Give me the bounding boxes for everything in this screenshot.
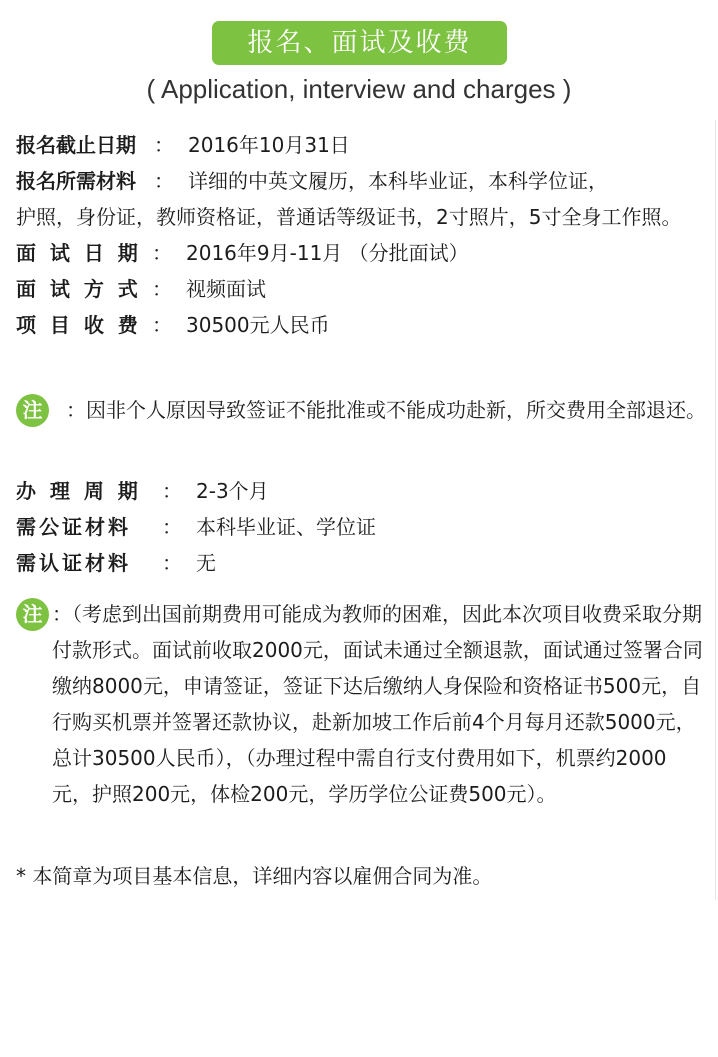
info-row-deadline xyxy=(16,127,686,163)
note-badge: 注 xyxy=(16,394,49,427)
info-row-processing-period xyxy=(16,473,376,509)
info-value: 2016年9月-11月 （分批面试） xyxy=(186,241,469,265)
info-value: 详细的中英文履历，本科毕业证，本科学位证， xyxy=(188,169,608,193)
info-row-interview-date xyxy=(16,235,686,271)
info-label: 办 理 周 期 xyxy=(16,479,138,503)
section-subtitle: ( Application, interview and charges ) xyxy=(146,74,572,104)
info-label: 面 试 方 式 xyxy=(16,277,138,301)
application-info-block xyxy=(16,127,686,343)
info-row-certified-materials xyxy=(16,545,376,581)
info-row-interview-method xyxy=(16,271,686,307)
info-colon: ： xyxy=(162,551,182,575)
note-text: ：（考虑到出国前期费用可能成为教师的困难，因此本次项目收费采取分期付款形式。面试前收取2000元，面试未通过全额退款，面试通过签署合同缴纳8000元，申请签证，签证下达后缴纳人身保险和资格证书500元，自行购买机票并签署还款协议，赴新加坡工作后前4个月每月还款5000元，总计30500人民币），（办理过程中需自行支付费用如下，机票约2000元，护照200元，体检200元，学历学位公证费500元）。 xyxy=(52,602,703,806)
info-row-program-fee xyxy=(16,307,686,343)
note-badge: 注 xyxy=(16,598,49,631)
info-label: 需公证材料 xyxy=(16,515,131,539)
info-value: 2016年10月31日 xyxy=(188,133,350,157)
materials-continued: 护照，身份证，教师资格证，普通话等级证书，2寸照片，5寸全身工作照。 xyxy=(16,205,682,229)
info-row-materials xyxy=(16,163,686,199)
info-value: 30500元人民币 xyxy=(186,313,330,337)
info-label: 报名所需材料 xyxy=(16,169,136,193)
info-label: 项 目 收 费 xyxy=(16,313,138,337)
info-colon: ： xyxy=(162,515,182,539)
info-colon: ： xyxy=(152,313,172,337)
info-label: 需认证材料 xyxy=(16,551,131,575)
info-label: 面 试 日 期 xyxy=(16,241,138,265)
note-text: ：因非个人原因导致签证不能批准或不能成功赴新，所交费用全部退还。 xyxy=(66,398,706,422)
processing-info-block xyxy=(16,473,376,581)
info-colon: ： xyxy=(152,241,172,265)
info-value: 视频面试 xyxy=(186,277,266,301)
section-title-badge: 报名、面试及收费 xyxy=(212,21,507,65)
info-label: 报名截止日期 xyxy=(16,133,136,157)
refund-note xyxy=(16,392,706,428)
info-colon: ： xyxy=(152,277,172,301)
info-value: 2-3个月 xyxy=(196,479,269,503)
info-colon: ： xyxy=(154,133,174,157)
footer-disclaimer: * 本简章为项目基本信息，详细内容以雇佣合同为准。 xyxy=(16,864,493,888)
page-edge-divider xyxy=(715,120,716,900)
info-colon: ： xyxy=(162,479,182,503)
info-colon: ： xyxy=(154,169,174,193)
info-value: 无 xyxy=(196,551,216,575)
payment-note xyxy=(16,596,706,812)
info-row-notarized-materials xyxy=(16,509,376,545)
info-value: 本科毕业证、学位证 xyxy=(196,515,376,539)
